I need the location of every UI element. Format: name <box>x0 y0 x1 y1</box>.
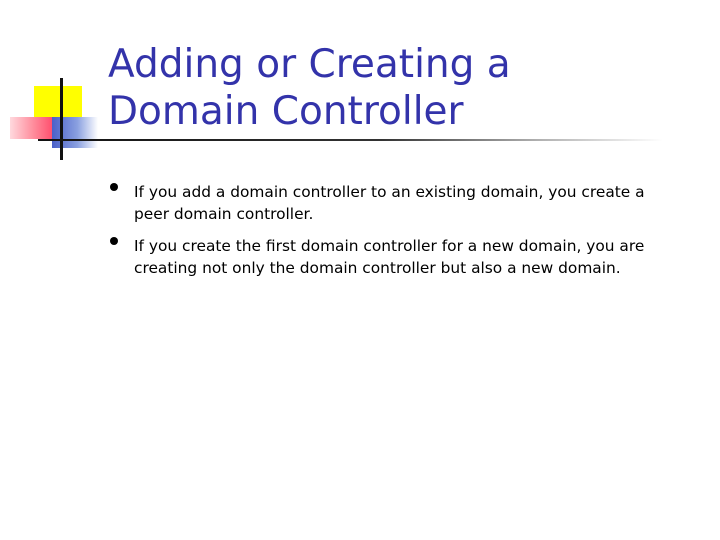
slide-title-line-1: Adding or Creating a <box>108 42 511 87</box>
bullet-item <box>108 181 668 225</box>
decorative-vertical-line <box>60 78 63 160</box>
bullet-dot-icon <box>110 183 118 191</box>
decorative-red-bar <box>10 117 54 139</box>
bullet-item <box>108 235 668 279</box>
bullet-list <box>108 181 668 289</box>
bullet-text: If you create the first domain controller for a new domain, you are creating not only the domain controller but also a new domain. <box>134 237 645 277</box>
slide-title-line-2: Domain Controller <box>108 89 464 134</box>
slide-title <box>108 41 708 135</box>
title-underline <box>38 139 663 141</box>
decorative-blue-bar <box>52 117 98 148</box>
bullet-text: If you add a domain controller to an existing domain, you create a peer domain controller. <box>134 183 645 223</box>
bullet-dot-icon <box>110 237 118 245</box>
